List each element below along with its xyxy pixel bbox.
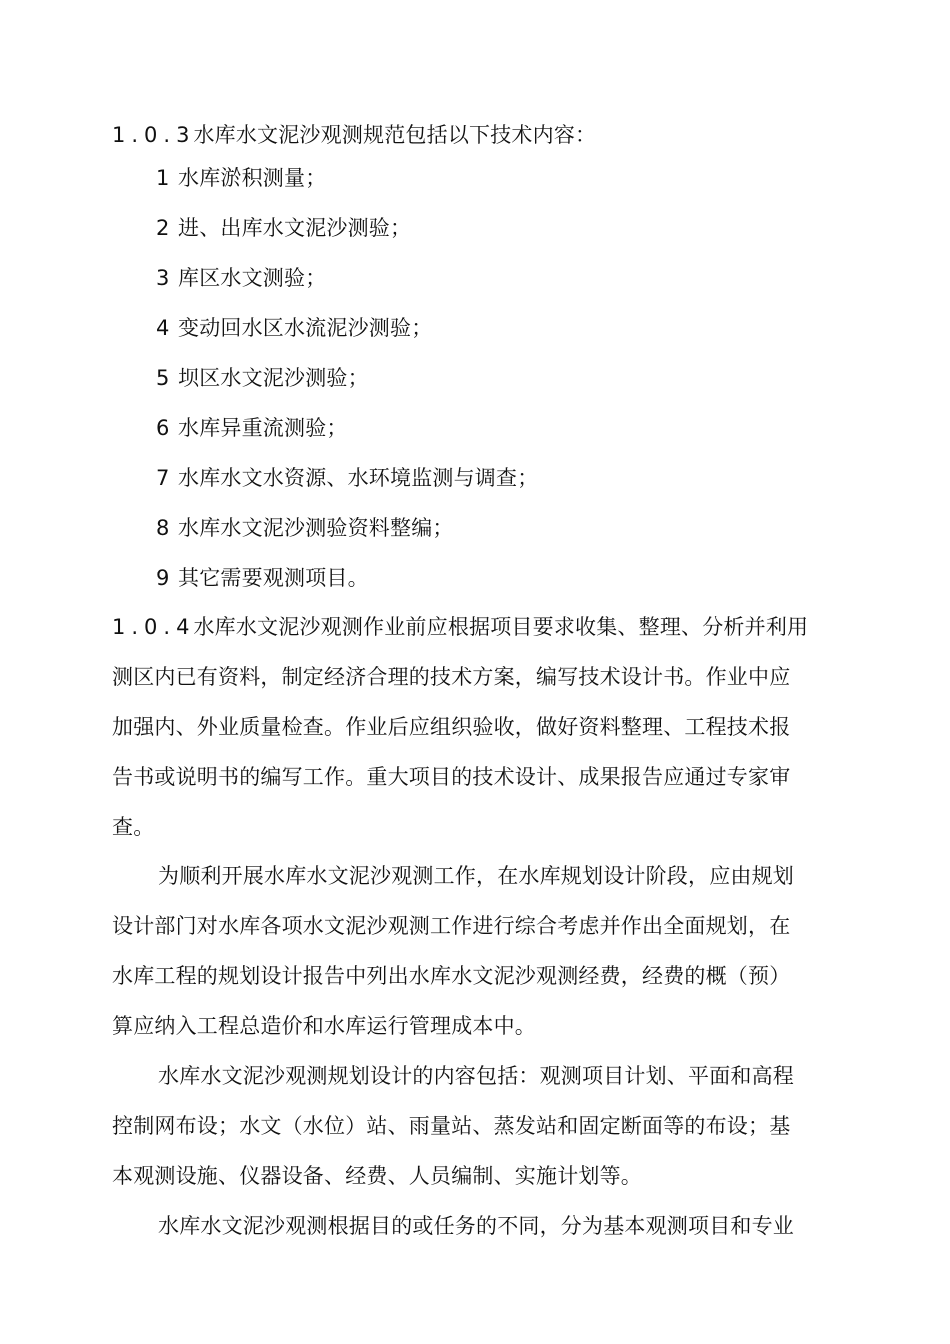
list-item-number: 3 bbox=[156, 266, 170, 290]
list-item-number: 7 bbox=[156, 466, 170, 490]
list-item bbox=[156, 413, 348, 443]
list-item bbox=[156, 313, 432, 343]
list-item-text: 水库水文水资源、水环境监测与调查； bbox=[178, 466, 539, 490]
list-item-text: 变动回水区水流泥沙测验； bbox=[178, 316, 433, 340]
list-item-number: 2 bbox=[156, 216, 170, 240]
list-item-text: 水库淤积测量； bbox=[178, 166, 327, 190]
list-item bbox=[156, 363, 369, 393]
list-item bbox=[156, 163, 326, 193]
section-1-0-4-line: 查。 bbox=[112, 815, 155, 839]
list-item-number: 5 bbox=[156, 366, 170, 390]
list-item bbox=[156, 563, 369, 593]
content-paragraph-line: 水库水文泥沙观测规划设计的内容包括：观测项目计划、平面和高程 bbox=[158, 1064, 794, 1088]
list-item-number: 8 bbox=[156, 516, 170, 540]
section-number: 1.0.3 bbox=[112, 123, 196, 147]
section-number: 1.0.4 bbox=[112, 615, 196, 639]
content-paragraph-line: 本观测设施、仪器设备、经费、人员编制、实施计划等。 bbox=[112, 1164, 642, 1188]
section-text: 水库水文泥沙观测作业前应根据项目要求收集、整理、分析并利用 bbox=[193, 615, 809, 639]
section-1-0-4-line: 告书或说明书的编写工作。重大项目的技术设计、成果报告应通过专家审 bbox=[112, 765, 791, 789]
list-item-text: 坝区水文泥沙测验； bbox=[178, 366, 369, 390]
section-1-0-3-heading bbox=[112, 120, 596, 150]
list-item bbox=[156, 213, 411, 243]
classification-paragraph-line: 水库水文泥沙观测根据目的或任务的不同，分为基本观测项目和专业 bbox=[158, 1214, 794, 1238]
list-item bbox=[156, 263, 326, 293]
list-item-text: 库区水文测验； bbox=[178, 266, 327, 290]
planning-paragraph-line: 设计部门对水库各项水文泥沙观测工作进行综合考虑并作出全面规划，在 bbox=[112, 914, 791, 938]
list-item bbox=[156, 463, 538, 493]
list-item bbox=[156, 513, 454, 543]
content-paragraph-line: 控制网布设；水文（水位）站、雨量站、蒸发站和固定断面等的布设；基 bbox=[112, 1114, 791, 1138]
list-item-number: 9 bbox=[156, 566, 170, 590]
list-item-text: 进、出库水文泥沙测验； bbox=[178, 216, 412, 240]
section-1-0-4-line: 测区内已有资料，制定经济合理的技术方案，编写技术设计书。作业中应 bbox=[112, 665, 791, 689]
list-item-text: 水库水文泥沙测验资料整编； bbox=[178, 516, 454, 540]
planning-paragraph-line: 水库工程的规划设计报告中列出水库水文泥沙观测经费，经费的概（预） bbox=[112, 964, 791, 988]
section-1-0-4-line: 加强内、外业质量检查。作业后应组织验收，做好资料整理、工程技术报 bbox=[112, 715, 791, 739]
list-item-number: 4 bbox=[156, 316, 170, 340]
list-item-text: 水库异重流测验； bbox=[178, 416, 348, 440]
list-item-number: 1 bbox=[156, 166, 170, 190]
section-1-0-4-line bbox=[112, 612, 808, 642]
list-item-number: 6 bbox=[156, 416, 170, 440]
section-title: 水库水文泥沙观测规范包括以下技术内容： bbox=[193, 123, 597, 147]
planning-paragraph-line: 算应纳入工程总造价和水库运行管理成本中。 bbox=[112, 1014, 536, 1038]
list-item-text: 其它需要观测项目。 bbox=[178, 566, 369, 590]
planning-paragraph-line: 为顺利开展水库水文泥沙观测工作，在水库规划设计阶段，应由规划 bbox=[158, 864, 794, 888]
